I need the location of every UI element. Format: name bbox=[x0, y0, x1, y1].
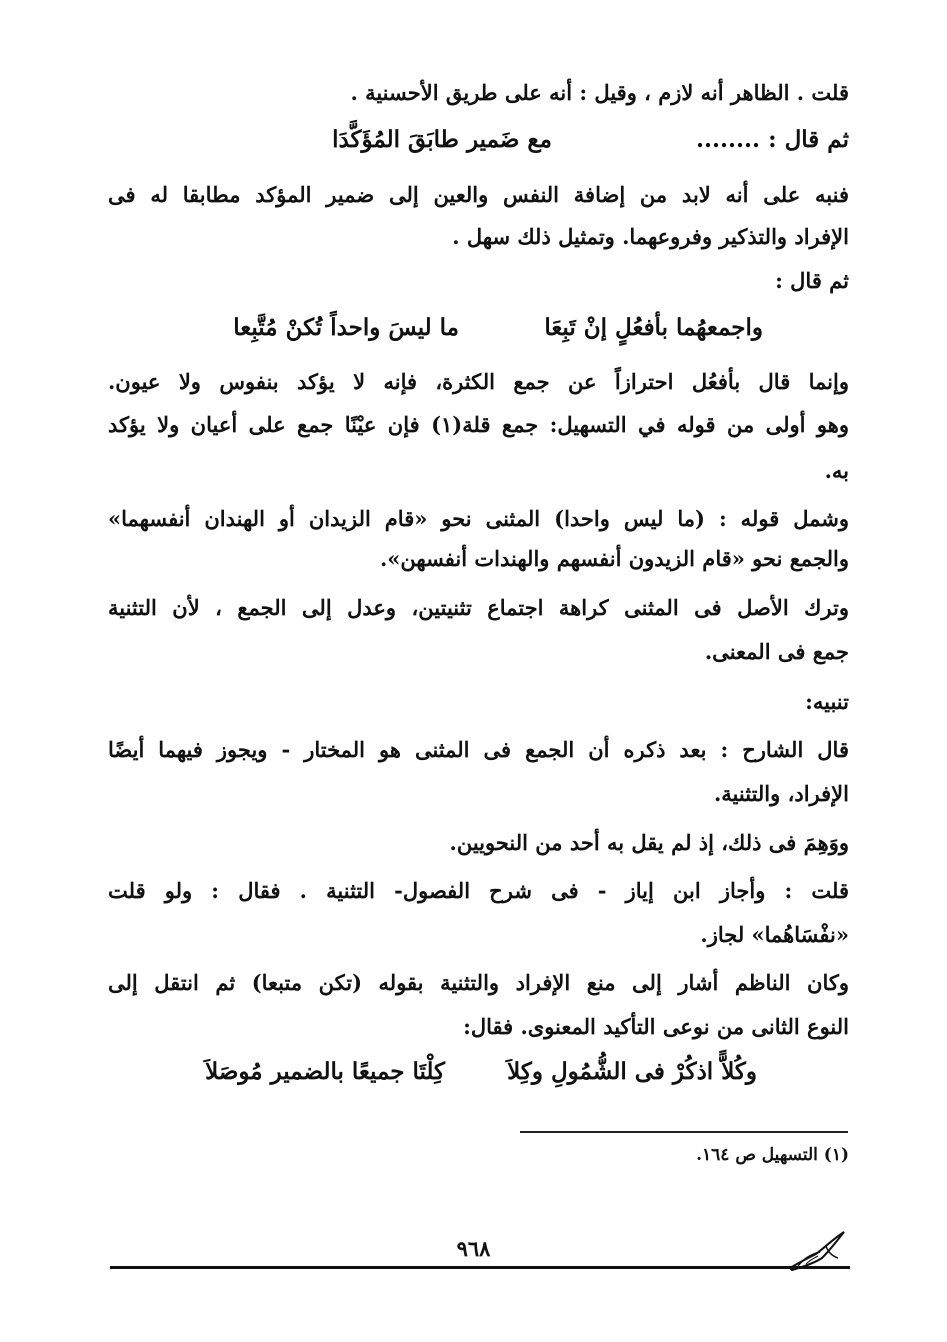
text-line-19: «نفْسَاهُما» لجاز. bbox=[700, 922, 849, 947]
text-line-17: ووَهِمَ فى ذلك، إذ لم يقل به أحد من النحويين. bbox=[449, 830, 849, 855]
section-heading: تنبيه: bbox=[805, 689, 849, 714]
verse-hemistich: مع ضَمير طابَقَ المُؤَكَّدَا bbox=[332, 126, 552, 153]
text-line-1: قلت . الظاهر أنه لازم ، وقيل : أنه على طريق الأحسنية . bbox=[350, 80, 849, 105]
text-line-3: فنبه على أنه لابد من إضافة النفس والعين إلى ضمير المؤكد مطابقا له فى bbox=[108, 182, 849, 207]
footnote-divider bbox=[520, 1131, 848, 1133]
text-line-21: النوع الثانى من نوعى التأكيد المعنوى. فقال: bbox=[463, 1014, 849, 1039]
text-line-11: والجمع نحو «قام الزيدون أنفسهم والهندات أنفسهن». bbox=[379, 546, 849, 571]
verse-line-22 bbox=[0, 1057, 947, 1091]
text-line-8: وهو أولى من قوله في التسهيل: جمع قلة(١) فإن عيْنًا جمع على أعيان ولا يؤكد bbox=[108, 412, 849, 437]
text-line-4: الإفراد والتذكير وفروعهما. وتمثيل ذلك سهل . bbox=[452, 224, 849, 249]
text-line-10: وشمل قوله : (ما ليس واحدا) المثنى نحو «قام الزيدان أو الهندان أنفسهما» bbox=[108, 506, 849, 531]
verse-second-hemistich: ما ليسَ واحداً تُكنْ مُتَّبِعا bbox=[233, 314, 459, 341]
bottom-rule bbox=[110, 1266, 850, 1269]
verse-second-hemistich: كِلْتَا جميعًا بالضمير مُوصَلاَ bbox=[205, 1058, 445, 1085]
text-line-13: جمع فى المعنى. bbox=[704, 639, 849, 664]
text-line-5: ثم قال : bbox=[775, 268, 849, 293]
text-line-20: وكان الناظم أشار إلى منع الإفراد والتثنية بقوله (تكن متبعا) ثم انتقل إلى bbox=[108, 970, 849, 995]
text-line-16: الإفراد، والتثنية. bbox=[713, 781, 849, 806]
verse-prefix: ثم قال : ........ bbox=[696, 126, 849, 153]
text-line-7: وإنما قال بأفعُل احترازاً عن جمع الكثرة، فإنه لا يؤكد بنفوس ولا عيون. bbox=[108, 369, 849, 394]
footnote: (١) التسهيل ص ١٦٤. bbox=[696, 1145, 849, 1165]
verse-line-2 bbox=[0, 125, 947, 159]
verse-first-hemistich: واجمعهُما بأفعُلٍ إنْ تَبِعَا bbox=[544, 314, 763, 341]
text-line-9: به. bbox=[824, 458, 849, 483]
page-number: ٩٦٨ bbox=[456, 1236, 491, 1261]
text-line-18: قلت : وأجاز ابن إياز - فى شرح الفصول- التثنية . فقال : ولو قلت bbox=[108, 878, 849, 903]
verse-line-6 bbox=[0, 313, 947, 347]
text-line-12: وترك الأصل فى المثنى كراهة اجتماع تثنيتين، وعدل إلى الجمع ، لأن التثنية bbox=[108, 595, 849, 620]
text-line-15: قال الشارح : بعد ذكره أن الجمع فى المثنى هو المختار - ويجوز فيهما أيضًا bbox=[108, 737, 849, 762]
verse-first-hemistich: وكُلاًّ اذكُرْ فى الشُّمُولِ وكِلاَ bbox=[507, 1058, 757, 1085]
